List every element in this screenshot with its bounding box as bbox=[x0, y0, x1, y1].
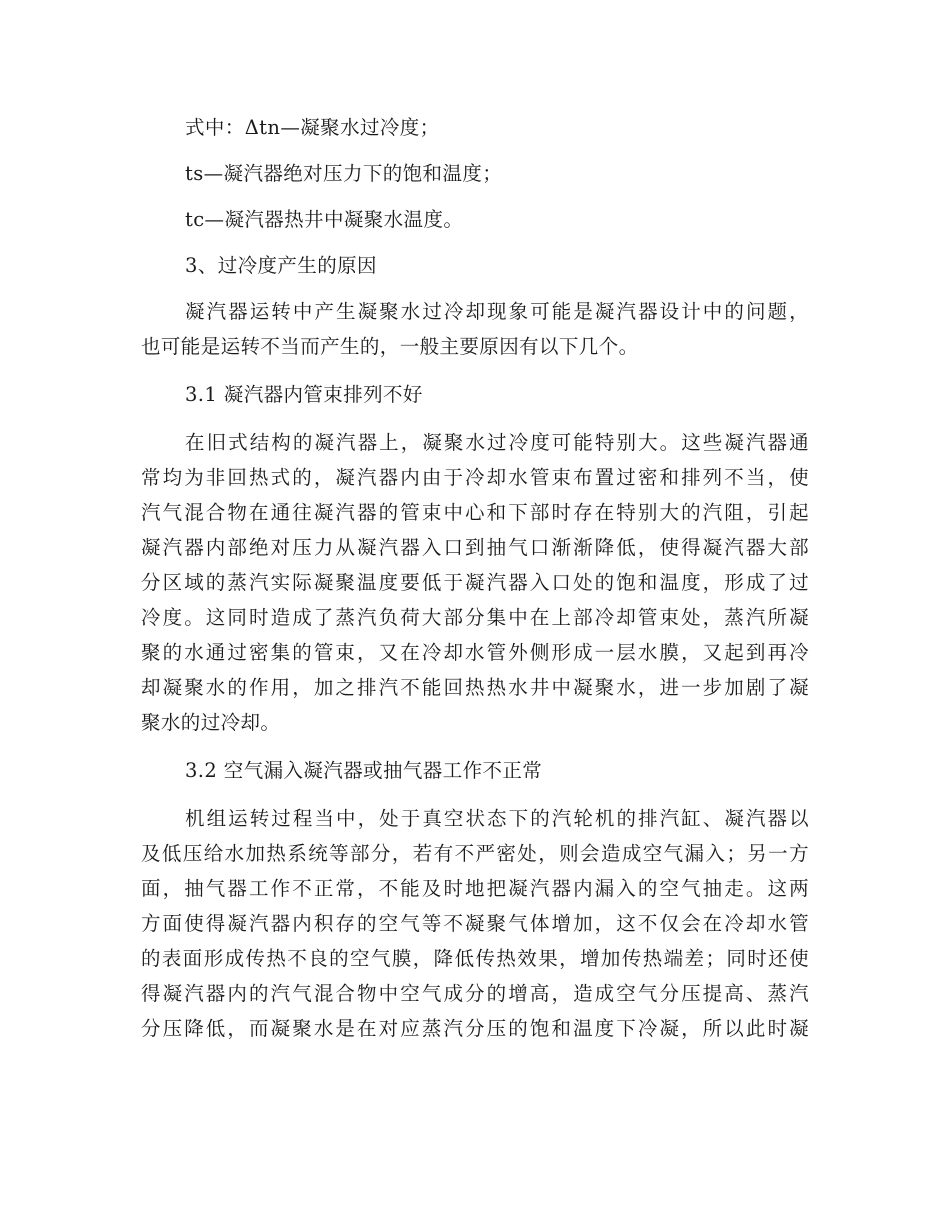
paragraph-line: 聚水的过冷却。 bbox=[141, 711, 281, 734]
section-3-1-heading: 3.1 凝汽器内管束排列不好 bbox=[185, 383, 423, 406]
paragraph-line: 及低压给水加热系统等部分，若有不严密处，则会造成空气漏入；另一方 bbox=[141, 842, 809, 865]
paragraph-line: 机组运转过程当中，处于真空状态下的汽轮机的排汽缸、凝汽器以 bbox=[185, 807, 809, 830]
formula-note-ts: ts—凝汽器绝对压力下的饱和温度； bbox=[185, 162, 503, 185]
document-body bbox=[141, 110, 809, 1046]
paragraph-line: 凝汽器运转中产生凝聚水过冷却现象可能是凝汽器设计中的问题， bbox=[185, 300, 809, 323]
paragraph-line: 得凝汽器内的汽气混合物中空气成分的增高，造成空气分压提高、蒸汽 bbox=[141, 982, 809, 1005]
paragraph-line: 常均为非回热式的，凝汽器内由于冷却水管束布置过密和排列不当，使 bbox=[141, 466, 809, 489]
paragraph-line: 却凝聚水的作用，加之排汽不能回热热水井中凝聚水，进一步加剧了凝 bbox=[141, 676, 809, 699]
formula-note-delta-tn: 式中：Δtn—凝聚水过冷度； bbox=[185, 116, 440, 139]
paragraph-line: 面，抽气器工作不正常，不能及时地把凝汽器内漏入的空气抽走。这两 bbox=[141, 877, 809, 900]
section-3-2-heading: 3.2 空气漏入凝汽器或抽气器工作不正常 bbox=[185, 759, 543, 782]
paragraph-line: 分压降低，而凝聚水是在对应蒸汽分压的饱和温度下冷凝，所以此时凝 bbox=[141, 1017, 809, 1040]
section-3-heading: 3、过冷度产生的原因 bbox=[185, 254, 377, 277]
paragraph-line: 聚的水通过密集的管束，又在冷却水管外侧形成一层水膜，又起到再冷 bbox=[141, 641, 809, 664]
paragraph-line: 凝汽器内部绝对压力从凝汽器入口到抽气口渐渐降低，使得凝汽器大部 bbox=[141, 536, 809, 559]
paragraph-line: 冷度。这同时造成了蒸汽负荷大部分集中在上部冷却管束处，蒸汽所凝 bbox=[141, 606, 809, 629]
paragraph-line: 汽气混合物在通往凝汽器的管束中心和下部时存在特别大的汽阻，引起 bbox=[141, 501, 809, 524]
paragraph-line: 方面使得凝汽器内积存的空气等不凝聚气体增加，这不仅会在冷却水管 bbox=[141, 912, 809, 935]
paragraph-line: 的表面形成传热不良的空气膜，降低传热效果，增加传热端差；同时还使 bbox=[141, 947, 809, 970]
paragraph-line: 分区域的蒸汽实际凝聚温度要低于凝汽器入口处的饱和温度，形成了过 bbox=[141, 571, 809, 594]
paragraph-line: 也可能是运转不当而产生的，一般主要原因有以下几个。 bbox=[141, 335, 639, 358]
formula-note-tc: tc—凝汽器热井中凝聚水温度。 bbox=[185, 208, 464, 231]
paragraph-line: 在旧式结构的凝汽器上，凝聚水过冷度可能特别大。这些凝汽器通 bbox=[185, 431, 809, 454]
